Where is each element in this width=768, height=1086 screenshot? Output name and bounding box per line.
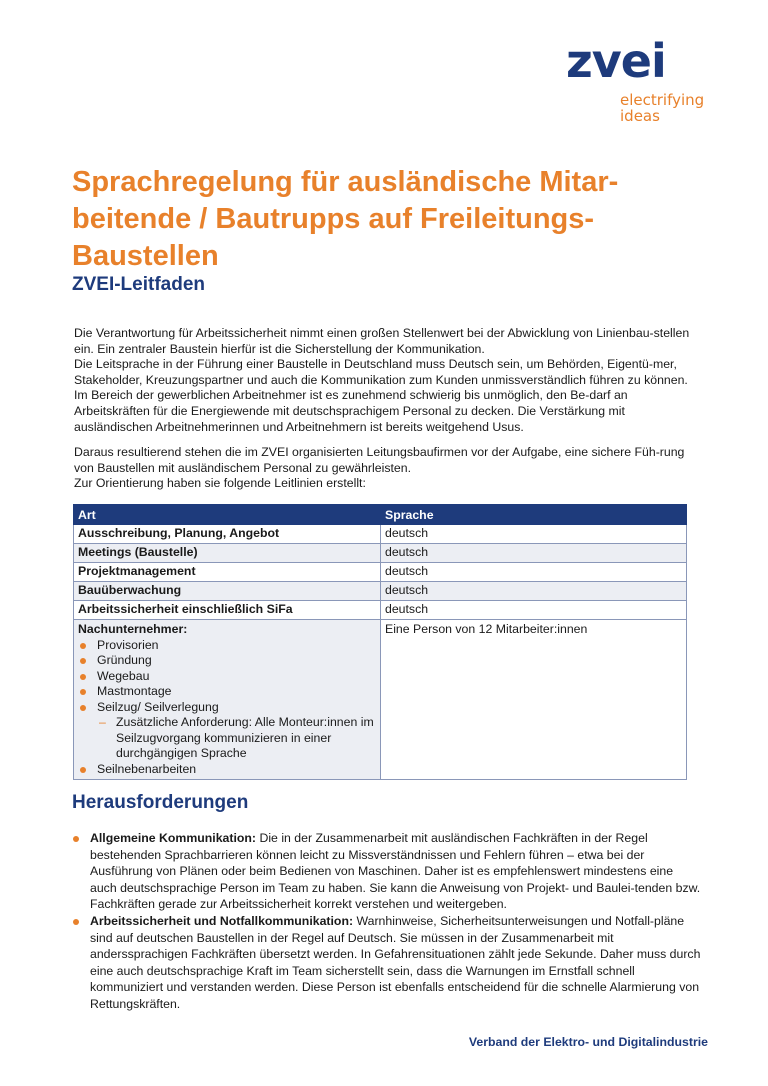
list-item: Seilnebenarbeiten bbox=[78, 762, 376, 778]
row-art: Meetings (Baustelle) bbox=[74, 544, 381, 563]
sub-list-item: – Zusätzliche Anforderung: Alle Monteur:innen im Seilzugvorgang kommunizieren in einer durchgängigen Sprache bbox=[97, 715, 376, 762]
table-header-row bbox=[74, 505, 687, 525]
list-item: Provisorien bbox=[78, 638, 376, 654]
table-row bbox=[74, 601, 687, 620]
list-item: Wegebau bbox=[78, 669, 376, 685]
table-row bbox=[74, 563, 687, 582]
footer-organization: Verband der Elektro- und Digitalindustrie bbox=[468, 1035, 708, 1049]
list-item bbox=[72, 913, 702, 1013]
item-label: Allgemeine Kommunikation: bbox=[90, 831, 257, 845]
nachunternehmer-title: Nachunternehmer: bbox=[78, 622, 188, 636]
logo-tagline bbox=[620, 92, 726, 124]
challenges-list bbox=[72, 830, 702, 1013]
row-sprache-nachunternehmer: Eine Person von 12 Mitarbeiter:innen bbox=[381, 620, 687, 780]
table-row bbox=[74, 582, 687, 601]
logo-tagline-line-1: electrifying bbox=[620, 91, 705, 109]
intro-paragraph-3: Daraus resultierend stehen die im ZVEI organisierten Leitungsbaufirmen vor der Aufgabe, eine sichere Füh-rung von Baustellen mit ausländischem Personal zu gewährleisten. bbox=[74, 445, 685, 475]
row-art: Ausschreibung, Planung, Angebot bbox=[74, 525, 381, 544]
table-row bbox=[74, 525, 687, 544]
row-art: Bauüberwachung bbox=[74, 582, 381, 601]
intro-text bbox=[74, 326, 700, 492]
logo-tagline-line-2: ideas bbox=[620, 107, 660, 125]
table-row-nachunternehmer bbox=[74, 620, 687, 780]
intro-paragraph-2: Die Leitsprache in der Führung einer Baustelle in Deutschland muss Deutsch sein, um Behörden, Eigentü-mer, Stakeholder, Kreuzungspartner und auch die Kommunikation zum Kunden unmissverständlich führen zu können. Im Bereich der gewerblichen Arbeitnehmer ist es zunehmend schwierig bis unmöglich, den Be-darf an Arbeitskräften für die Energiewende mit deutschsprachigem Personal zu decken. Die Verstärkung mit ausländischen Arbeitnehmerinnen und Arbeitnehmern ist bereits weitgehend Usus. bbox=[74, 357, 688, 434]
sub-list bbox=[97, 715, 376, 762]
intro-paragraph-1: Die Verantwortung für Arbeitssicherheit nimmt einen großen Stellenwert bei der Abwicklung von Linienbau-stellen ein. Ein zentraler Baustein hierfür ist die Sicherstellung der Kommunikation. bbox=[74, 326, 690, 356]
language-table bbox=[73, 504, 687, 780]
list-item-label: Seilzug/ Seilverlegung bbox=[97, 699, 219, 714]
row-sprache: deutsch bbox=[381, 582, 687, 601]
item-text: Warnhinweise, Sicherheitsunterweisungen und Notfall-pläne sind auf deutschen Baustellen in der Regel auf Deutsch. Sie müssen in der Zusammenarbeit mit anderssprachigen Fachkräften übersetzt werden. In Gefahrensituationen zählt jede Sekunde. Daher muss durch eine auch deutschsprachige Kraft im Team sicherstellt sein, dass die Warnungen im Ernstfall schnell kommuniziert und verstanden werden. Diese Person ist ebenfalls entscheidend für die schnelle Alarmierung von Rettungskräften. bbox=[90, 913, 701, 1011]
row-sprache: deutsch bbox=[381, 601, 687, 620]
row-sprache: deutsch bbox=[381, 563, 687, 582]
document-title: Sprachregelung für ausländische Mitar-beitende / Bautrupps auf Freileitungs-Baustellen bbox=[72, 166, 619, 272]
item-label: Arbeitssicherheit und Notfallkommunikation: bbox=[90, 913, 354, 928]
list-item bbox=[78, 700, 376, 762]
list-item: Gründung bbox=[78, 653, 376, 669]
intro-paragraph-4: Zur Orientierung haben sie folgende Leitlinien erstellt: bbox=[74, 476, 366, 491]
column-header-sprache: Sprache bbox=[381, 505, 687, 525]
list-item bbox=[72, 830, 702, 913]
row-art: Projektmanagement bbox=[74, 563, 381, 582]
row-art-nachunternehmer bbox=[74, 620, 381, 780]
row-sprache: deutsch bbox=[381, 544, 687, 563]
logo-wordmark: zvei bbox=[566, 34, 666, 88]
zvei-logo bbox=[566, 34, 726, 125]
list-item: Mastmontage bbox=[78, 684, 376, 700]
nachunternehmer-list bbox=[78, 638, 376, 778]
section-heading-herausforderungen: Herausforderungen bbox=[72, 792, 249, 813]
column-header-art: Art bbox=[74, 505, 381, 525]
row-sprache: deutsch bbox=[381, 525, 687, 544]
document-subtitle: ZVEI-Leitfaden bbox=[72, 274, 206, 295]
item-text: Die in der Zusammenarbeit mit ausländischen Fachkräften in der Regel bestehenden Sprachbarrieren können leicht zu Missverständnissen und Fehlern führen – etwa bei der Ausführung von Plänen oder beim Bedienen von Maschinen. Daher ist es empfehlenswert mindestens eine auch deutschsprachige Person im Team zu haben. Sie kann die Anweisung von Projekt- und Baulei-tenden bzw. Fachkräften gerade zur Arbeitssicherheit korrekt verstehen und weitergeben. bbox=[90, 831, 701, 912]
table-row bbox=[74, 544, 687, 563]
row-art: Arbeitssicherheit einschließlich SiFa bbox=[74, 601, 381, 620]
